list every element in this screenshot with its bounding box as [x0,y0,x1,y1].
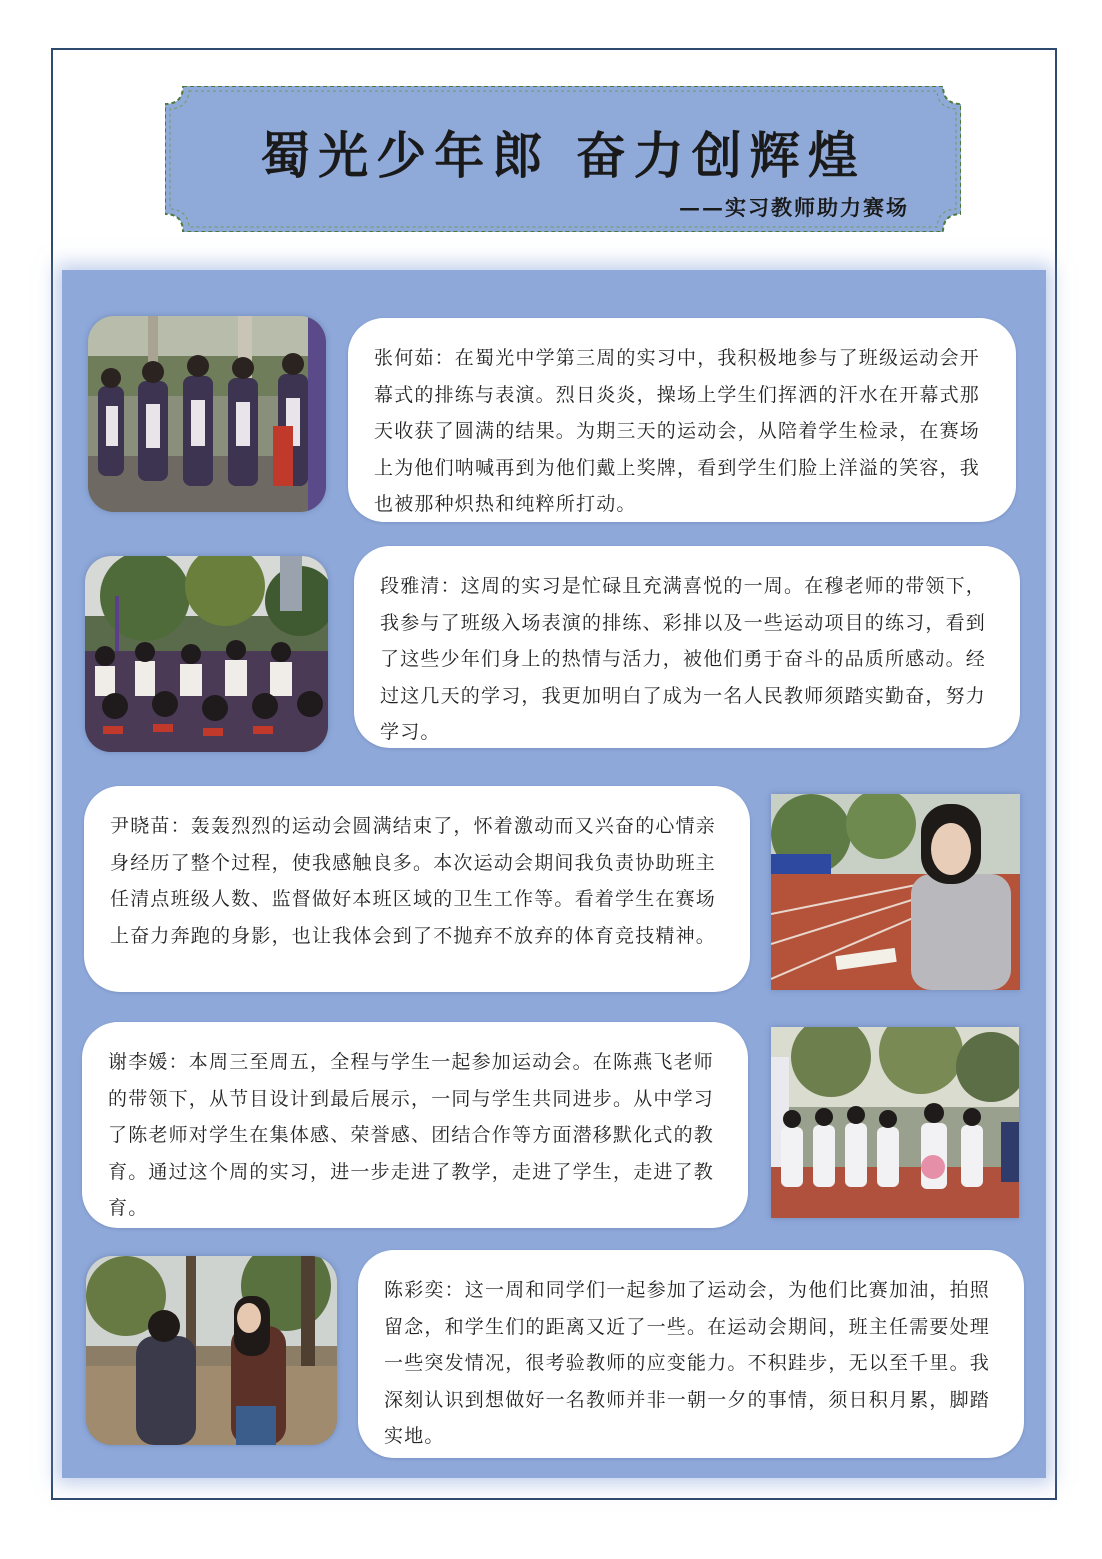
entry-text-1: 张何茹：在蜀光中学第三周的实习中，我积极地参与了班级运动会开幕式的排练与表演。烈日炎炎，操场上学生们挥洒的汗水在开幕式那天收获了圆满的结果。为期三天的运动会，从陪着学生检录，在赛场上为他们呐喊再到为他们戴上奖牌，看到学生们脸上洋溢的笑容，我也被那种炽热和纯粹所打动。 [374,347,981,515]
entry-card-4 [82,1022,748,1228]
page-title: 蜀光少年郎 奋力创辉煌 [260,126,866,185]
entry-card-1 [348,318,1016,522]
entry-text-4: 谢李媛：本周三至周五，全程与学生一起参加运动会。在陈燕飞老师的带领下，从节目设计到最后展示，一同与学生共同进步。从中学习了陈老师对学生在集体感、荣誉感、团结合作等方面潜移默化式的教育。通过这个周的实习，进一步走进了教学，走进了学生，走进了教育。 [108,1051,715,1219]
title-banner [165,86,961,232]
entry-card-3 [84,786,750,992]
photo-students-group [88,316,326,512]
entry-text-3: 尹晓苗：轰轰烈烈的运动会圆满结束了，怀着激动而又兴奋的心情亲身经历了整个过程，使我感触良多。本次运动会期间我负责协助班主任清点班级人数、监督做好本班区域的卫生工作等。看着学生在赛场上奋力奔跑的身影，也让我体会到了不抛弃不放弃的体育竞技精神。 [110,815,717,947]
entry-text-5: 陈彩奕：这一周和同学们一起参加了运动会，为他们比赛加油，拍照留念，和学生们的距离又近了一些。在运动会期间，班主任需要处理一些突发情况，很考验教师的应变能力。不积跬步，无以至千里。我深刻认识到想做好一名教师并非一朝一夕的事情，须日积月累，脚踏实地。 [384,1279,991,1447]
photo-teacher-track [771,794,1020,990]
photo-students-uniform [771,1027,1019,1218]
page-subtitle: ——实习教师助力赛场 [679,195,909,220]
entry-card-2 [354,546,1020,748]
entry-text-2: 段雅清：这周的实习是忙碌且充满喜悦的一周。在穆老师的带领下，我参与了班级入场表演的排练、彩排以及一些运动项目的练习，看到了这些少年们身上的热情与活力，被他们勇于奋斗的品质所感动。经过这几天的学习，我更加明白了成为一名人民教师须踏实勤奋，努力学习。 [380,575,987,743]
photo-students-crowd [85,556,328,752]
photo-teachers-chat [86,1256,337,1445]
entry-card-5 [358,1250,1024,1458]
